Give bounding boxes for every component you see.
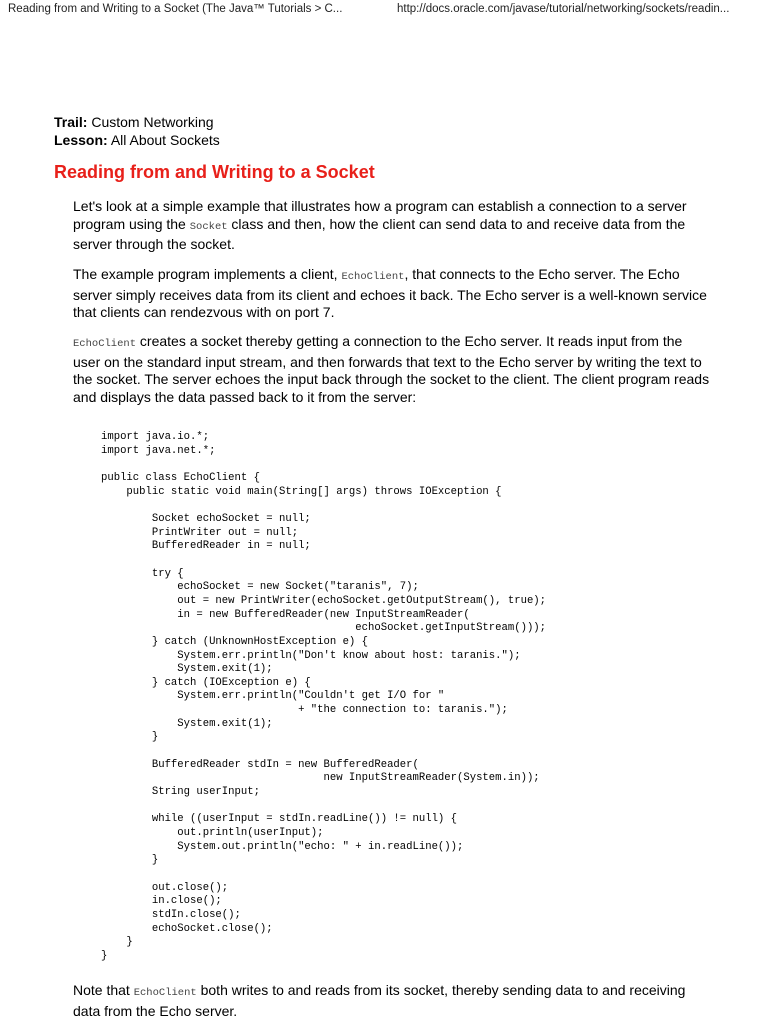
p2-text-b: , that connects to the Echo server. The Echo server simply receives data from its client and echoes it back. The Echo server is a well-known service that clients can rendezvous with on port 7. [73, 266, 707, 321]
behavior-paragraph [73, 333, 713, 406]
header-page-title: Reading from and Writing to a Socket (The Java™ Tutorials > C... [8, 3, 343, 15]
intro-paragraph [73, 198, 713, 254]
p1-text-b: class and then, how the client can send data to and receive data from the server through the socket. [73, 215, 686, 253]
p4-text-b: both writes to and reads from its socket, thereby sending data to and receiving data from the Echo server. [73, 982, 686, 1019]
p1-text-a: Let's look at a simple example that illustrates how a program can establish a connection to a server program using the [73, 198, 687, 232]
p3-text-b: creates a socket thereby getting a connection to the Echo server. It reads input from the user on the standard input stream, and then forwards that text to the Echo server by writing the text to the socket. The server echoes the input back through the socket to the client. The client program reads and displays the data passed back to it from the server: [73, 333, 710, 405]
trail-label: Trail: [54, 114, 88, 130]
trail-link[interactable]: Custom Networking [91, 114, 214, 130]
p1-inline-code: Socket [189, 220, 228, 233]
trail-line [54, 113, 214, 131]
page-title: Reading from and Writing to a Socket [54, 162, 375, 182]
lesson-label: Lesson: [54, 132, 108, 148]
lesson-line [54, 131, 220, 149]
p4-inline-code: EchoClient [133, 987, 197, 999]
p2-text-a: The example program implements a client, [73, 266, 342, 282]
p3-inline-code: EchoClient [73, 338, 137, 350]
client-description-paragraph [73, 266, 713, 322]
print-header [0, 0, 768, 20]
p2-inline-code: EchoClient [341, 271, 405, 283]
code-listing: import java.io.*; import java.net.*; public class EchoClient { public static void main(String[] args) throws IOException { Socket echoSocket = null; PrintWriter out = null; BufferedReader in = null; try { echoSocket = new Socket("taranis", 7); out = new PrintWriter(echoSocket.getOutputStream(), true); in = new BufferedReader(new InputStreamReader( echoSocket.getInputStream())); } catch (UnknownHostException e) { System.err.println("Don't know about host: taranis."); System.exit(1); } catch (IOException e) { System.err.println("Couldn't get I/O for " + "the connection to: taranis."); System.exit(1); } BufferedReader stdIn = new BufferedReader( new InputStreamReader(System.in)); String userInput; while ((userInput = stdIn.readLine()) != null) { out.println(userInput); System.out.println("echo: " + in.readLine()); } out.close(); in.close(); stdIn.close(); echoSocket.close(); } } [101, 431, 547, 962]
lesson-link[interactable]: All About Sockets [110, 132, 220, 148]
p4-text-a: Note that [73, 982, 134, 998]
closing-paragraph [73, 982, 713, 1020]
header-url: http://docs.oracle.com/javase/tutorial/networking/sockets/readin... [397, 3, 730, 15]
